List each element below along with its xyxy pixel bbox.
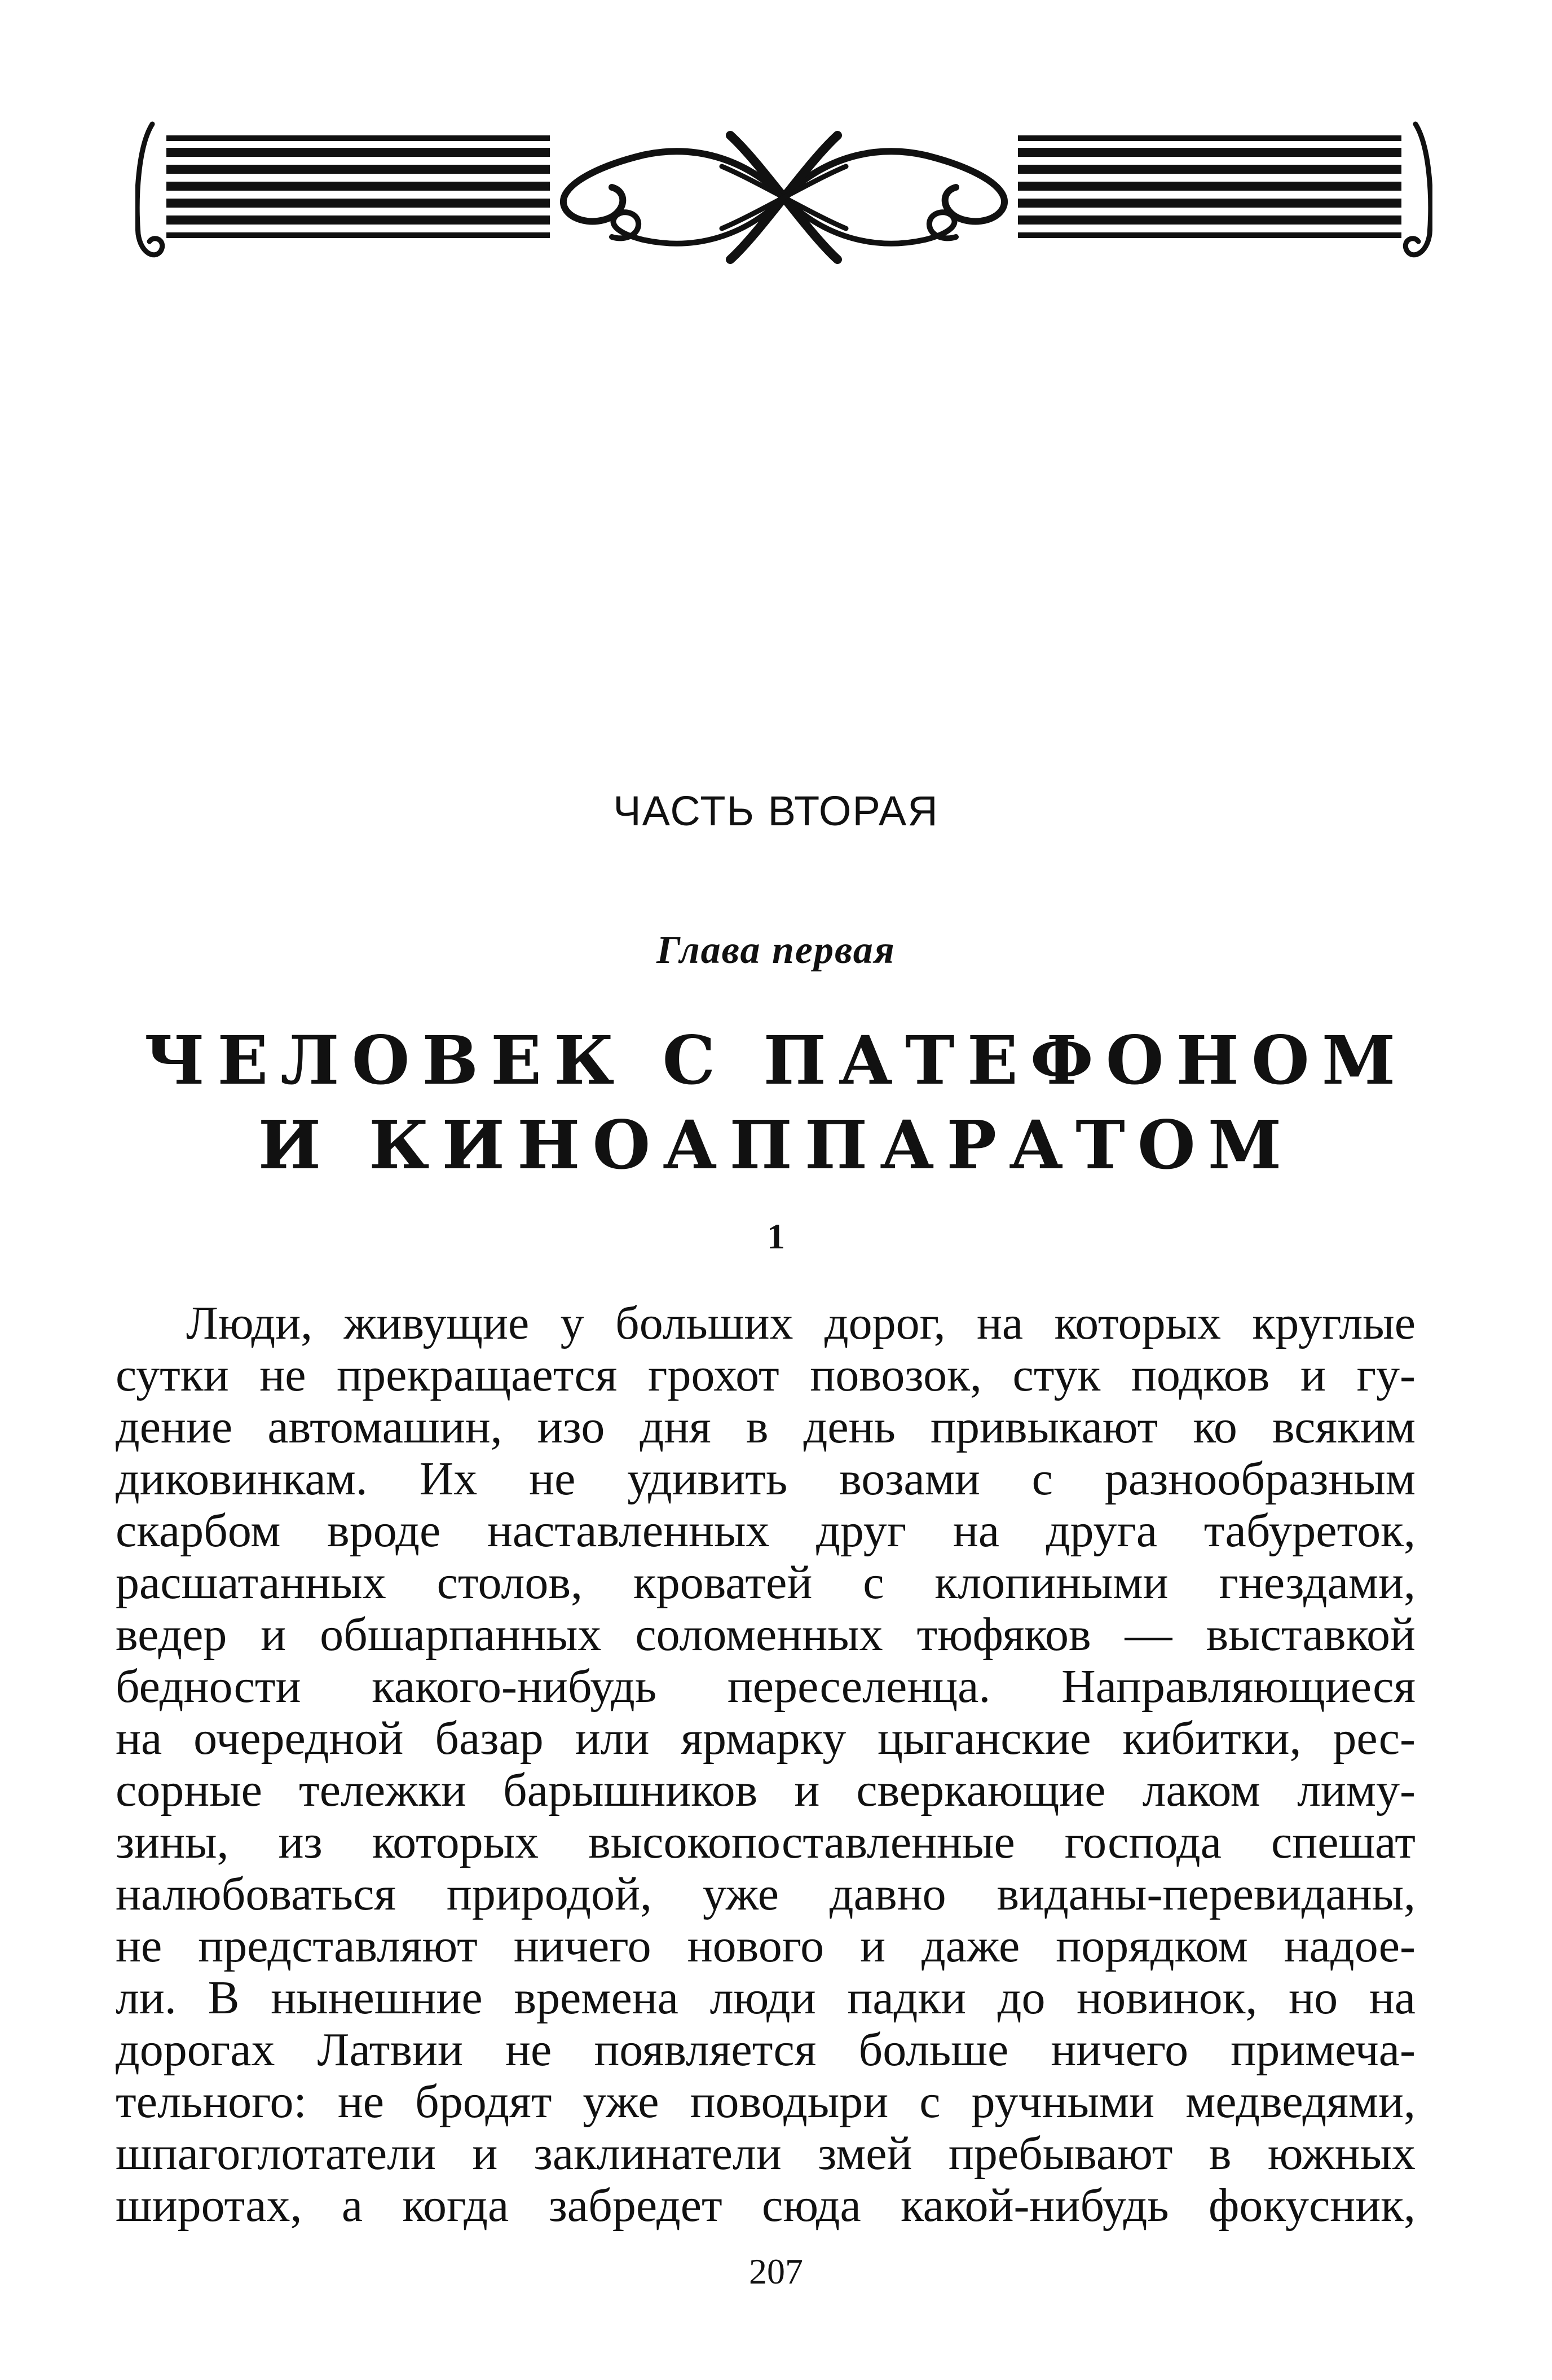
text-line: шпагоглотатели и заклинатели змей пребывают в южных: [116, 2128, 1416, 2180]
text-line: дение автомашин, изо дня в день привыкают ко всяким: [116, 1401, 1416, 1453]
text-line: расшатанных столов, кроватей с клопиными гнездами,: [116, 1557, 1416, 1609]
text-line: на очередной базар или ярмарку цыганские кибитки, рес-: [116, 1713, 1416, 1765]
text-line: налюбоваться природой, уже давно виданы-перевиданы,: [116, 1868, 1416, 1920]
body-paragraph: [116, 1297, 1416, 2232]
text-line: бедности какого-нибудь переселенца. Направляющиеся: [116, 1661, 1416, 1713]
text-line: сутки не прекращается грохот повозок, стук подков и гу-: [116, 1349, 1416, 1401]
text-line: ведер и обшарпанных соломенных тюфяков — выставкой: [116, 1609, 1416, 1661]
text-line: широтах, а когда забредет сюда какой-нибудь фокусник,: [116, 2180, 1416, 2232]
text-line: сорные тележки барышников и сверкающие лаком лиму-: [116, 1765, 1416, 1816]
text-line: тельного: не бродят уже поводыри с ручными медведями,: [116, 2076, 1416, 2128]
text-line: дорогах Латвии не появляется больше ничего примеча-: [116, 2024, 1416, 2076]
section-number: 1: [767, 1216, 785, 1256]
text-line: Люди, живущие у больших дорог, на которых круглые: [186, 1297, 1416, 1349]
chapter-title-line: ЧЕЛОВЕК С ПАТЕФОНОМ: [144, 1021, 1408, 1099]
page-number: 207: [749, 2251, 803, 2291]
part-title: ЧАСТЬ ВТОРАЯ: [613, 788, 939, 834]
text-line: скарбом вроде наставленных друг на друга табуреток,: [116, 1505, 1416, 1557]
text-line: ли. В нынешние времена люди падки до новинок, но на: [116, 1972, 1416, 2024]
chapter-title: [0, 1018, 1552, 1187]
decorative-header-ornament: [135, 113, 1432, 276]
text-line: диковинкам. Их не удивить возами с разнообразным: [116, 1453, 1416, 1505]
text-line: не представляют ничего нового и даже порядком надое-: [116, 1920, 1416, 1972]
text-line: зины, из которых высокопоставленные господа спешат: [116, 1816, 1416, 1868]
chapter-title-line: И КИНОАППАРАТОМ: [258, 1106, 1294, 1184]
chapter-label: Глава первая: [656, 929, 896, 972]
